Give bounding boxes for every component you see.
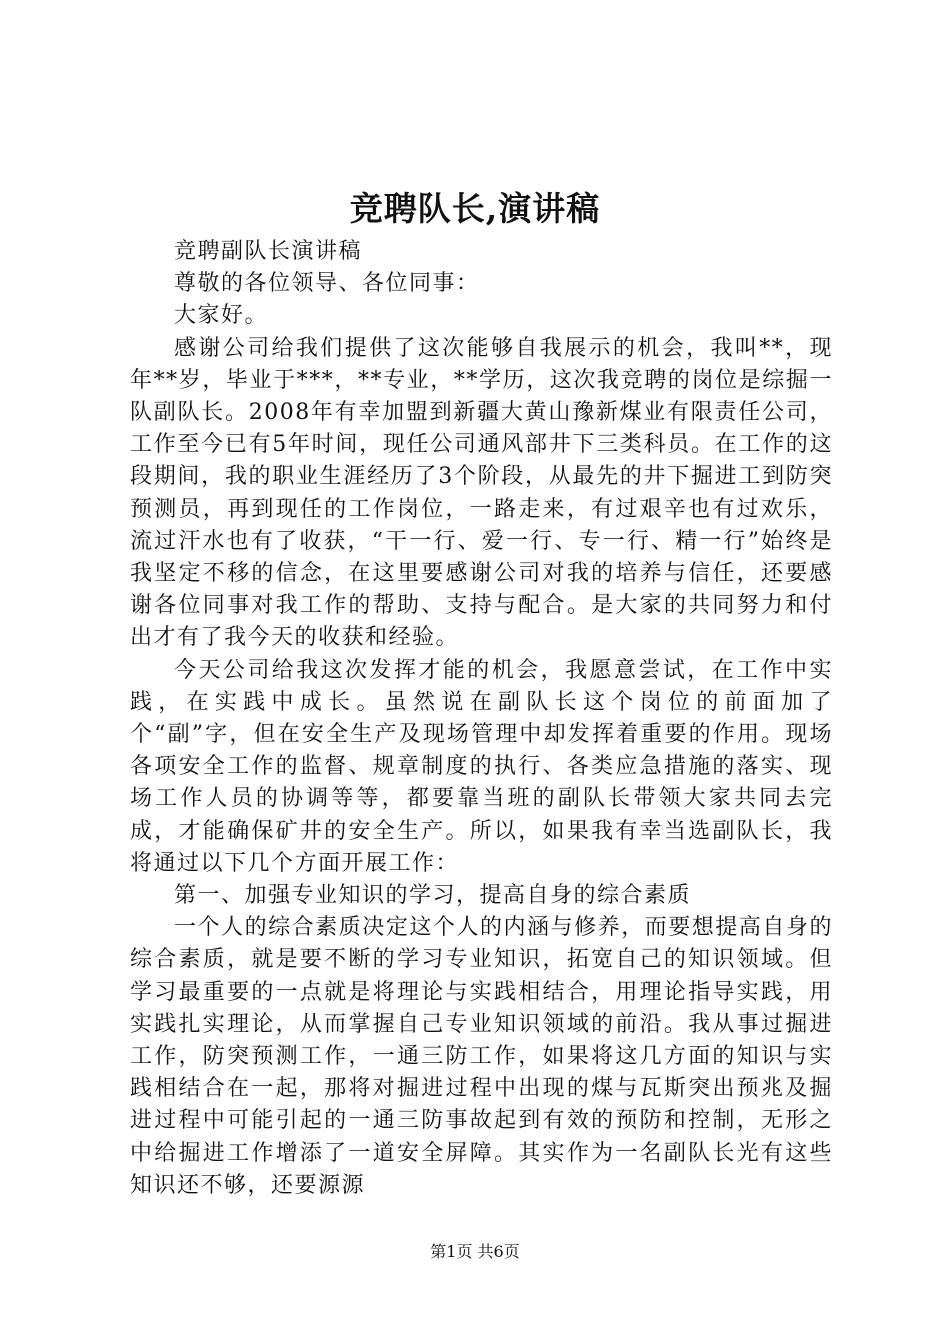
paragraph-heading: 竞聘副队长演讲稿: [174, 239, 363, 264]
paragraph-section-heading: 第一、加强专业知识的学习，提高自身的综合素质: [174, 883, 692, 909]
paragraph-salutation: 尊敬的各位领导、各位同事：: [174, 271, 480, 297]
document-title: 竞聘队长,演讲稿: [349, 189, 601, 228]
document-body: [130, 236, 833, 1202]
page-number-footer: 第1页 共6页: [430, 1242, 520, 1261]
paragraph-introduction: 感谢公司给我们提供了这次能够自我展示的机会，我叫**，现年**岁，毕业于***，**专业，**学历，这次我竞聘的岗位是综掘一队副队长。2008年有幸加盟到新疆大黄山豫新煤业有限责任公司，工作至今已有5年时间，现任公司通风部井下三类科员。在工作的这段期间，我的职业生涯经历了3个阶段，从最先的井下掘进工到防突预测员，再到现任的工作岗位，一路走来，有过艰辛也有过欢乐，流过汗水也有了收获，“干一行、爱一行、专一行、精一行”始终是我坚定不移的信念，在这里要感谢公司对我的培养与信任，还要感谢各位同事对我工作的帮助、支持与配合。是大家的共同努力和付出才有了我今天的收获和经验。: [130, 335, 833, 651]
paragraph-section-body: 一个人的综合素质决定这个人的内涵与修养，而要想提高自身的综合素质，就是要不断的学习专业知识，拓宽自己的知识领域。但学习最重要的一点就是将理论与实践相结合，用理论指导实践，用实践扎实理论，从而掌握自己专业知识领域的前沿。我从事过掘进工作，防突预测工作，一通三防工作，如果将这几方面的知识与实践相结合在一起，那将对掘进过程中出现的煤与瓦斯突出预兆及掘进过程中可能引起的一通三防事故起到有效的预防和控制，无形之中给掘进工作增添了一道安全屏障。其实作为一名副队长光有这些知识还不够，还要源源: [130, 915, 833, 1198]
paragraph-motivation: 今天公司给我这次发挥才能的机会，我愿意尝试，在工作中实践，在实践中成长。虽然说在副队长这个岗位的前面加了个“副”字，但在安全生产及现场管理中却发挥着重要的作用。现场各项安全工作的监督、规章制度的执行、各类应急措施的落实、现场工作人员的协调等等，都要靠当班的副队长带领大家共同去完成，才能确保矿井的安全生产。所以，如果我有幸当选副队长，我将通过以下几个方面开展工作：: [130, 657, 833, 876]
paragraph-greeting: 大家好。: [174, 303, 269, 329]
